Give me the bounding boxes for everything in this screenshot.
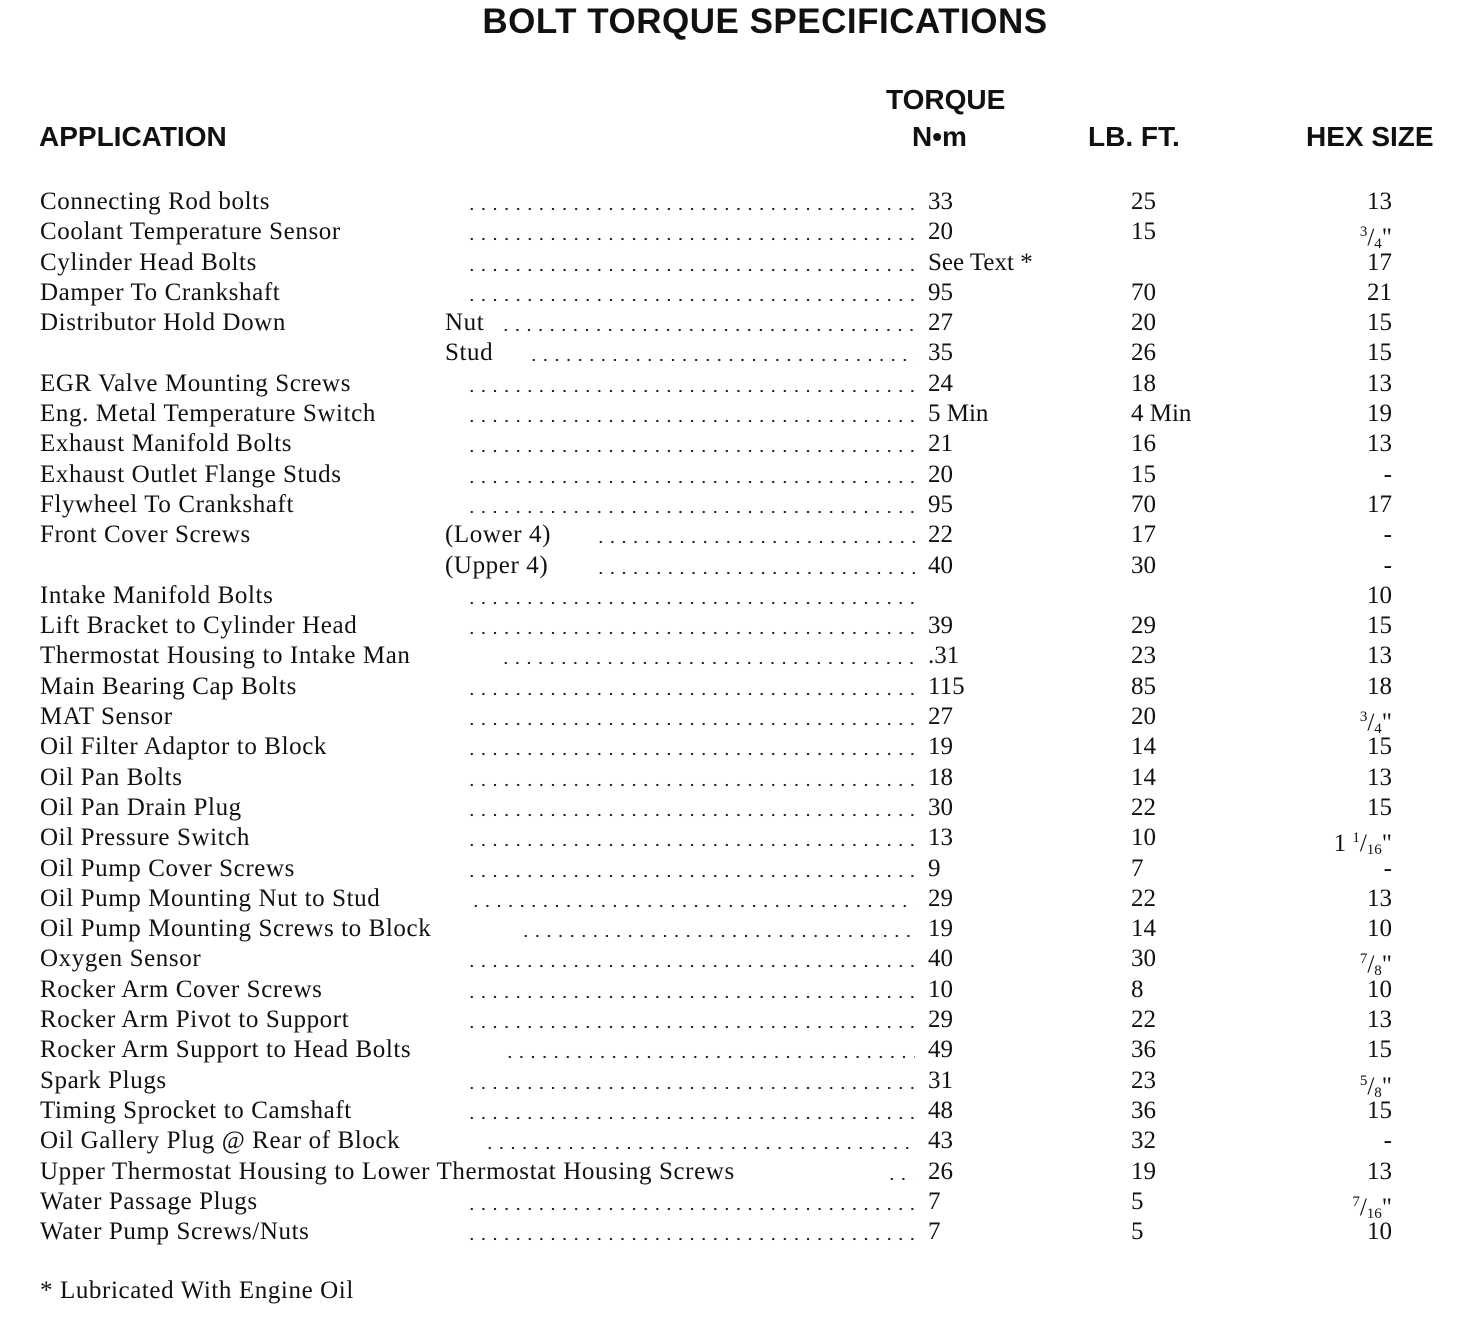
- lbft-value: 26: [1131, 339, 1156, 367]
- page-title: BOLT TORQUE SPECIFICATIONS: [482, 2, 1048, 41]
- application-cell: Damper To Crankshaft: [40, 278, 281, 306]
- leader-dots: [466, 258, 914, 272]
- table-row: [0, 1187, 1472, 1222]
- application-cell: Intake Manifold Bolts: [40, 581, 274, 609]
- nm-value: 20: [928, 460, 953, 488]
- leader-dots: [466, 712, 914, 726]
- nm-value: 40: [928, 551, 953, 579]
- nm-value: 48: [928, 1096, 953, 1124]
- lbft-value: 5: [1131, 1218, 1144, 1246]
- lbft-value: 18: [1131, 369, 1156, 397]
- application-subcell: Stud: [445, 339, 494, 367]
- nm-value: 21: [928, 430, 953, 458]
- lbft-value: 22: [1131, 793, 1156, 821]
- hex-size-value: 13: [1367, 1006, 1392, 1034]
- leader-dots: [466, 197, 914, 211]
- nm-value: 39: [928, 612, 953, 640]
- lbft-value: 70: [1131, 278, 1156, 306]
- leader-dots: [466, 742, 914, 756]
- lbft-value: 10: [1131, 824, 1156, 852]
- application-cell: Lift Bracket to Cylinder Head: [40, 612, 358, 640]
- application-cell: Eng. Metal Temperature Switch: [40, 400, 376, 428]
- table-row: [0, 217, 1472, 253]
- application-subcell: Nut: [445, 309, 485, 337]
- nm-value: .31: [928, 642, 960, 670]
- lbft-value: 8: [1131, 975, 1144, 1003]
- table-row: [0, 187, 1472, 217]
- lbft-value: 70: [1131, 490, 1156, 518]
- lbft-value: 14: [1131, 915, 1156, 943]
- lbft-value: 14: [1131, 763, 1156, 791]
- lbft-value: 29: [1131, 612, 1156, 640]
- nm-value: 29: [928, 1006, 953, 1034]
- leader-dots: [466, 591, 916, 605]
- nm-value: 40: [928, 945, 953, 973]
- hex-size-value: 13: [1367, 1157, 1392, 1185]
- application-cell: Flywheel To Crankshaft: [40, 490, 295, 518]
- lbft-value: 32: [1131, 1127, 1156, 1155]
- nm-value: 27: [928, 703, 953, 731]
- table-row: [0, 551, 1472, 581]
- table-row: [0, 369, 1472, 399]
- application-cell: Rocker Arm Support to Head Bolts: [40, 1036, 412, 1064]
- leader-dots: [528, 348, 915, 362]
- hex-size-value: 13: [1367, 188, 1392, 215]
- hex-size-value: $^7/_{16}$": [1352, 1193, 1392, 1222]
- table-row: [0, 1066, 1472, 1101]
- table-row: [0, 641, 1472, 671]
- table-row: [0, 793, 1472, 823]
- lbft-value: 17: [1131, 521, 1156, 549]
- application-subcell: (Lower 4): [445, 521, 552, 549]
- nm-value: 13: [928, 824, 953, 852]
- leader-dots: [500, 651, 914, 665]
- table-row: [0, 672, 1472, 702]
- leader-dots: [466, 682, 914, 696]
- lbft-value: 19: [1131, 1157, 1156, 1185]
- application-cell: Timing Sprocket to Camshaft: [40, 1096, 352, 1124]
- hex-size-value: 18: [1367, 672, 1392, 700]
- nm-value: 30: [928, 793, 953, 821]
- leader-dots: [886, 1167, 914, 1181]
- leader-dots: [466, 1197, 914, 1211]
- nm-value: 35: [928, 339, 953, 367]
- nm-value: 24: [928, 369, 953, 397]
- hex-size-value: 19: [1367, 400, 1392, 428]
- lbft-value: 4 Min: [1131, 400, 1192, 428]
- application-cell: Spark Plugs: [40, 1066, 167, 1094]
- table-row: [0, 1157, 1472, 1187]
- hex-size-value: 17: [1367, 248, 1392, 276]
- lbft-value: 30: [1131, 945, 1156, 973]
- hex-size-value: 15: [1367, 309, 1392, 337]
- table-row: [0, 1217, 1472, 1247]
- hex-size-value: 21: [1367, 278, 1392, 306]
- nm-value: 7: [928, 1187, 941, 1215]
- leader-dots: [466, 409, 914, 423]
- table-row: [0, 338, 1472, 368]
- lbft-value: 15: [1131, 460, 1156, 488]
- hex-size-value: -: [1383, 551, 1392, 579]
- hex-size-value: $^5/_8$": [1359, 1072, 1392, 1101]
- application-cell: Rocker Arm Pivot to Support: [40, 1006, 350, 1034]
- leader-dots: [466, 773, 914, 787]
- lbft-value: 23: [1131, 1066, 1156, 1094]
- lbft-value: 5: [1131, 1187, 1144, 1215]
- table-row: [0, 854, 1472, 884]
- leader-dots: [466, 954, 914, 968]
- hex-size-value: -: [1383, 1127, 1392, 1155]
- application-cell: Exhaust Outlet Flange Studs: [40, 460, 342, 488]
- nm-value: 27: [928, 309, 953, 337]
- lbft-value: 23: [1131, 642, 1156, 670]
- hex-size-value: -: [1383, 460, 1392, 488]
- application-cell: Water Passage Plugs: [40, 1187, 258, 1215]
- hex-size-header: HEX SIZE: [1306, 121, 1434, 152]
- application-cell: Rocker Arm Cover Screws: [40, 975, 323, 1003]
- leader-dots: [466, 864, 914, 878]
- nm-value: 26: [928, 1157, 953, 1185]
- table-row: [0, 581, 1472, 611]
- hex-size-value: 13: [1367, 884, 1392, 912]
- application-cell: Oil Gallery Plug @ Rear of Block: [40, 1127, 401, 1155]
- lbft-value: 36: [1131, 1036, 1156, 1064]
- table-row: [0, 399, 1472, 429]
- application-header: APPLICATION: [39, 121, 227, 152]
- application-cell: Main Bearing Cap Bolts: [40, 672, 297, 700]
- torque-header: TORQUE: [886, 84, 1006, 115]
- hex-size-value: 17: [1367, 490, 1392, 518]
- leader-dots: [466, 1106, 914, 1120]
- table-row: [0, 702, 1472, 738]
- nm-value: 7: [928, 1218, 941, 1246]
- application-cell: Oil Pressure Switch: [40, 824, 250, 852]
- application-cell: Oil Pan Drain Plug: [40, 793, 242, 821]
- lbft-value: 25: [1131, 188, 1156, 215]
- table-row: [0, 429, 1472, 459]
- hex-size-value: 15: [1367, 612, 1392, 640]
- lbft-value: 14: [1131, 733, 1156, 761]
- table-row: [0, 884, 1472, 914]
- nm-value: 33: [928, 188, 953, 215]
- hex-size-value: 15: [1367, 339, 1392, 367]
- application-cell: Cylinder Head Bolts: [40, 248, 257, 276]
- nm-value: 31: [928, 1066, 953, 1094]
- table-row: [0, 914, 1472, 944]
- application-cell: Coolant Temperature Sensor: [40, 218, 341, 246]
- application-cell: Thermostat Housing to Intake Man: [40, 642, 411, 670]
- application-cell: EGR Valve Mounting Screws: [40, 369, 352, 397]
- table-row: [0, 763, 1472, 793]
- hex-size-value: 10: [1367, 915, 1392, 943]
- leader-dots: [466, 803, 914, 817]
- leader-dots: [466, 621, 914, 635]
- table-row: [0, 520, 1472, 550]
- leader-dots: [504, 1045, 915, 1059]
- nm-value: 10: [928, 975, 953, 1003]
- leader-dots: [595, 530, 915, 544]
- table-row: [0, 732, 1472, 762]
- hex-size-value: 13: [1367, 369, 1392, 397]
- table-row: [0, 1126, 1472, 1156]
- lbft-value: 15: [1131, 218, 1156, 246]
- hex-size-value: 1 $^1/_{16}$": [1333, 830, 1392, 859]
- leader-dots: [466, 288, 914, 302]
- lbft-value: 22: [1131, 884, 1156, 912]
- table-row: [0, 1096, 1472, 1126]
- leader-dots: [500, 318, 915, 332]
- table-row: [0, 278, 1472, 308]
- table-row: [0, 823, 1472, 859]
- application-cell: Oil Pump Mounting Nut to Stud: [40, 884, 381, 912]
- hex-size-value: 10: [1367, 1218, 1392, 1246]
- leader-dots: [466, 470, 914, 484]
- footnote: * Lubricated With Engine Oil: [40, 1277, 354, 1304]
- leader-dots: [520, 924, 915, 938]
- nm-value: 43: [928, 1127, 953, 1155]
- nm-value: 20: [928, 218, 953, 246]
- nm-value: 29: [928, 884, 953, 912]
- leader-dots: [466, 1076, 914, 1090]
- leader-dots: [466, 1227, 914, 1241]
- application-cell: Connecting Rod bolts: [40, 188, 271, 215]
- nm-value: 115: [928, 672, 965, 700]
- table-row: [0, 490, 1472, 520]
- lbft-value: 85: [1131, 672, 1156, 700]
- hex-size-value: 13: [1367, 642, 1392, 670]
- hex-size-value: $^3/_4$": [1359, 224, 1392, 253]
- lbft-value: 16: [1131, 430, 1156, 458]
- table-row: [0, 1035, 1472, 1065]
- table-row: [0, 460, 1472, 490]
- hex-size-value: 10: [1367, 581, 1392, 609]
- hex-size-value: 15: [1367, 733, 1392, 761]
- nm-value: 5 Min: [928, 400, 989, 428]
- leader-dots: [466, 985, 914, 999]
- application-cell: Water Pump Screws/Nuts: [40, 1218, 310, 1246]
- table-row: [0, 944, 1472, 980]
- hex-size-value: -: [1383, 854, 1392, 882]
- leader-dots: [484, 1136, 915, 1150]
- lbft-value: 22: [1131, 1006, 1156, 1034]
- hex-size-value: 15: [1367, 1096, 1392, 1124]
- hex-size-value: $^3/_4$": [1359, 709, 1392, 738]
- nm-value: 95: [928, 278, 953, 306]
- application-cell: Front Cover Screws: [40, 521, 251, 549]
- leader-dots: [466, 439, 914, 453]
- application-cell: Oil Pump Cover Screws: [40, 854, 295, 882]
- application-subcell: (Upper 4): [445, 551, 549, 579]
- lbft-value: 20: [1131, 703, 1156, 731]
- table-row: [0, 1005, 1472, 1035]
- nm-value: 18: [928, 763, 953, 791]
- leader-dots: [466, 227, 914, 241]
- application-cell: Exhaust Manifold Bolts: [40, 430, 293, 458]
- nm-value: 19: [928, 733, 953, 761]
- hex-size-value: 15: [1367, 1036, 1392, 1064]
- application-cell: Oil Pump Mounting Screws to Block: [40, 915, 432, 943]
- lbft-value: 7: [1131, 854, 1144, 882]
- application-cell: Upper Thermostat Housing to Lower Thermostat Housing Screws: [40, 1157, 735, 1185]
- table-row: [0, 611, 1472, 641]
- table-row: [0, 975, 1472, 1005]
- leader-dots: [466, 833, 914, 847]
- application-cell: Oil Filter Adaptor to Block: [40, 733, 328, 761]
- nm-value: 19: [928, 915, 953, 943]
- hex-size-value: 13: [1367, 763, 1392, 791]
- nm-value: 49: [928, 1036, 953, 1064]
- nm-value: See Text *: [928, 248, 1033, 276]
- hex-size-value: 13: [1367, 430, 1392, 458]
- application-cell: Oil Pan Bolts: [40, 763, 183, 791]
- hex-size-value: 10: [1367, 975, 1392, 1003]
- table-row: [0, 248, 1472, 278]
- leader-dots: [595, 561, 915, 575]
- lbft-value: 30: [1131, 551, 1156, 579]
- table-row: [0, 308, 1472, 338]
- torque-table: [0, 187, 1472, 1247]
- nm-value: 9: [928, 854, 941, 882]
- hex-size-value: $^7/_8$": [1359, 951, 1392, 980]
- nm-value: 22: [928, 521, 953, 549]
- lbft-header: LB. FT.: [1088, 121, 1180, 152]
- application-cell: Distributor Hold Down: [40, 309, 286, 337]
- hex-size-value: 15: [1367, 793, 1392, 821]
- leader-dots: [466, 1015, 914, 1029]
- application-cell: MAT Sensor: [40, 703, 173, 731]
- leader-dots: [466, 379, 914, 393]
- application-cell: Oxygen Sensor: [40, 945, 202, 973]
- lbft-value: 20: [1131, 309, 1156, 337]
- nm-value: 95: [928, 490, 953, 518]
- hex-size-value: -: [1383, 521, 1392, 549]
- nm-header: N•m: [912, 121, 967, 152]
- lbft-value: 36: [1131, 1096, 1156, 1124]
- leader-dots: [470, 894, 915, 908]
- leader-dots: [466, 500, 914, 514]
